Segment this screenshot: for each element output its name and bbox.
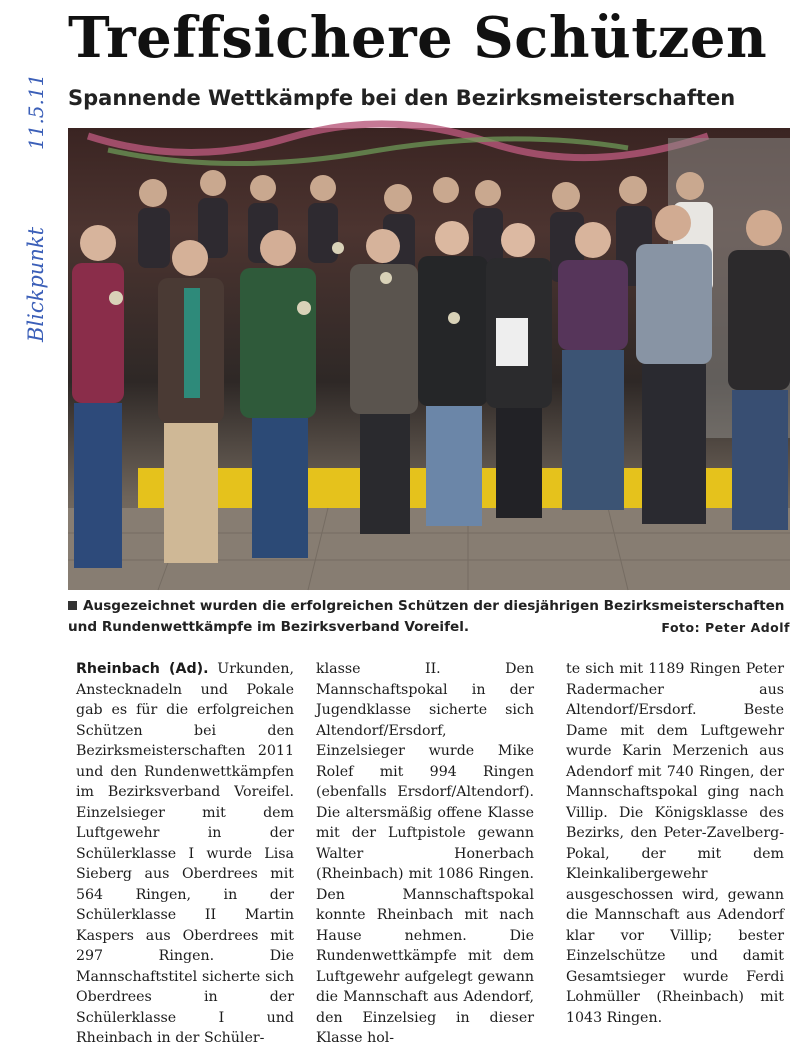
article-column-2	[316, 659, 534, 1046]
article-column-1	[76, 659, 294, 1046]
subheadline: Spannende Wettkämpfe bei den Bezirksmeisterschaften	[68, 86, 736, 110]
group-photo	[68, 128, 790, 590]
article-column-3-text: te sich mit 1189 Ringen Peter Radermacher aus Altendorf/Ersdorf. Beste Dame mit dem Luftgewehr wurde Karin Merzenich aus Adendorf mit 740 Ringen, der Mannschaftspokal ging nach Villip. Die Königsklasse des Bezirks, den Peter-Zavelberg-Pokal, der mit dem Kleinkalibergewehr ausgeschossen wird, gewann die Mannschaft aus Adendorf klar vor Villip; bester Einzelschütze und damit Gesamtsieger wurde Ferdi Lohmüller (Rheinbach) mit 1043 Ringen.	[566, 661, 784, 1026]
photo-caption	[68, 596, 790, 638]
headline: Treffsichere Schützen	[68, 5, 768, 71]
photo-credit: Foto: Peter Adolf	[661, 620, 790, 635]
caption-text: Ausgezeichnet wurden die erfolgreichen Schützen der diesjährigen Bezirksmeisterschaften und Rundenwettkämpfe im Bezirksverband Voreifel.	[68, 598, 785, 635]
caption-bullet-square	[68, 601, 77, 610]
handwritten-date: 11.5.11	[24, 73, 48, 150]
article-column-2-text: klasse II. Den Mannschaftspokal in der Jugendklasse sicherte sich Altendorf/Ersdorf, Einzelsieger wurde Mike Rolef mit 994 Ringen (ebenfalls Ersdorf/Altendorf). Die altersmäßig offene Klasse mit der Luftpistole gewann Walter Honerbach (Rheinbach) mit 1086 Ringen. Den Mannschaftspokal konnte Rheinbach mit nach Hause nehmen. Die Rundenwettkämpfe mit dem Luftgewehr aufgelegt gewann die Mannschaft aus Adendorf, den Einzelsieg in dieser Klasse hol-	[316, 661, 534, 1046]
handwritten-source: Blickpunkt	[24, 226, 48, 342]
article-dateline: Rheinbach (Ad).	[76, 661, 209, 677]
handwritten-margin-note	[4, 70, 48, 342]
article-column-3	[566, 659, 784, 1026]
article-column-1-text: Urkunden, Anstecknadeln und Pokale gab es für die erfolgreichen Schützen bei den Bezirksmeisterschaften 2011 und den Rundenwettkämpfen im Bezirksverband Voreifel. Einzelsieger mit dem Luftgewehr in der Schülerklasse I wurde Lisa Sieberg aus Oberdrees mit 564 Ringen, in der Schülerklasse II Martin Kaspers aus Oberdrees mit 297 Ringen. Die Mannschaftstitel sicherte sich Oberdrees in der Schülerklasse I und Rheinbach in der Schüler-	[76, 661, 294, 1046]
group-photo-illustration	[68, 128, 790, 590]
